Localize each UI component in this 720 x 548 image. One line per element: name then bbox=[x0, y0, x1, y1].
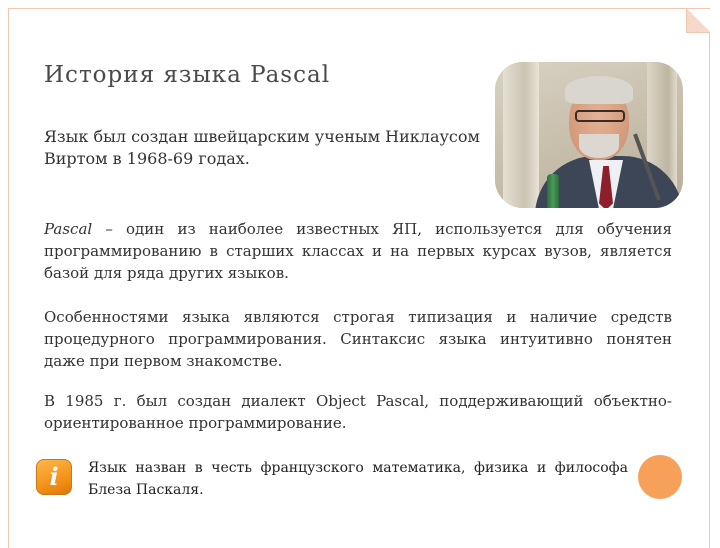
info-icon: i bbox=[36, 459, 72, 495]
paragraph-object-pascal: В 1985 г. был создан диалект Object Pascal, поддерживающий объектно-ориентированное программирование. bbox=[44, 392, 672, 432]
portrait-photo bbox=[495, 62, 683, 208]
note-row bbox=[36, 455, 686, 505]
paragraph-features: Особенностями языка являются строгая типизация и наличие средств процедурного программирования. Синтаксис языка интуитивно понятен даже при первом знакомстве. bbox=[44, 308, 672, 370]
pascal-term: Pascal bbox=[44, 220, 93, 238]
paragraph-pascal-usage bbox=[44, 218, 672, 284]
intro-text: Язык был создан швейцарским ученым Никлаусом Виртом в 1968-69 годах. bbox=[44, 127, 480, 168]
slide-title: История языка Pascal bbox=[44, 62, 331, 88]
paragraph-pascal-usage-text: – один из наиболее известных ЯП, используется для обучения программированию в старших классах и на первых курсах вузов, является базой для ряда других языков. bbox=[44, 220, 672, 282]
corner-fold bbox=[686, 9, 710, 33]
decorative-circle bbox=[638, 455, 682, 499]
note-text: Язык назван в честь французского математика, физика и философа Блеза Паскаля. bbox=[88, 460, 628, 498]
